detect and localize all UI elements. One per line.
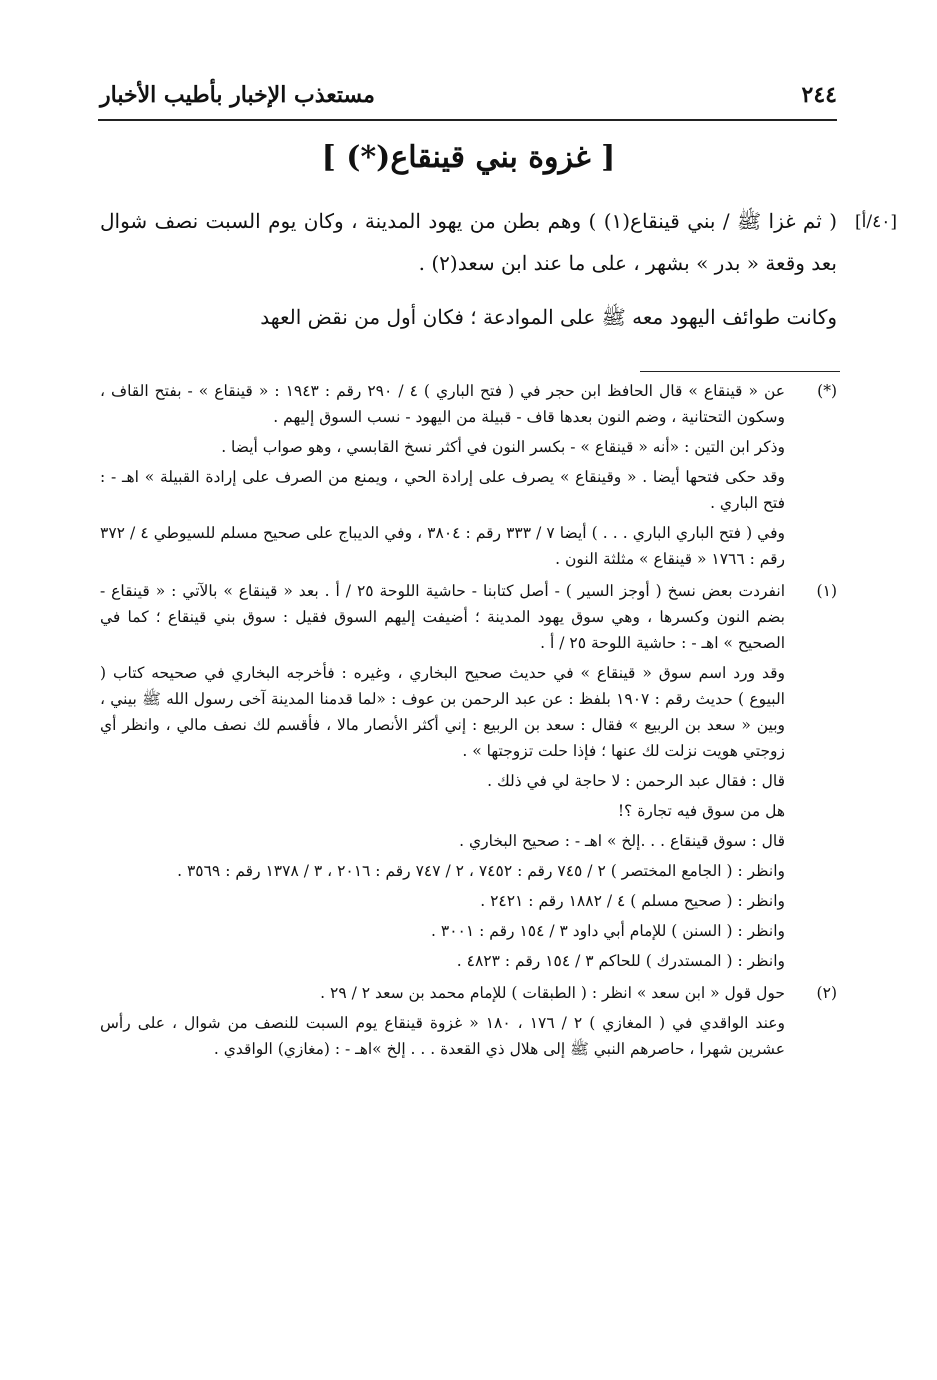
page-header <box>100 78 837 116</box>
footnote-line: وعند الواقدي في ( المغازي ) ٢ / ١٧٦ ، ١٨٠ « غزوة قينقاع يوم السبت للنصف من شوال ، على رأس عشرين شهرا ، حاصرهم النبي ﷺ إلى هلال ذي القعدة . . . إلخ »اهـ - : (مغازي) الواقدي . <box>100 1014 786 1058</box>
footnote-line: وذكر ابن التين : «أنه « قينقاع » - بكسر النون في أكثر نسخ القابسي ، وهو صواب أيضا . <box>221 438 785 456</box>
footnote-marker: (*) <box>817 382 837 400</box>
footnotes <box>100 378 837 1068</box>
footnote-marker: (٢) <box>816 984 837 1002</box>
footnote-line: قال : سوق قينقاع . . .إلخ » اهـ - : صحيح البخاري . <box>459 832 785 850</box>
main-paragraph-1: ( ثم غزا ﷺ / بني قينقاع(١) ) وهم بطن من يهود المدينة ، وكان يوم السبت نصف شوال بعد وقعة « بدر » بشهر ، على ما عند ابن سعد(٢) . <box>100 209 837 275</box>
footnote-line: وقد حكى فتحها أيضا . « وقينقاع » يصرف على إرادة الحي ، ويمنع من الصرف على إرادة القبيلة » اهـ - : فتح الباري . <box>100 468 785 512</box>
footnote-line: وانظر : ( صحيح مسلم ) ٤ / ١٨٨٢ رقم : ٢٤٢١ . <box>480 892 785 910</box>
footnote-line: حول قول « ابن سعد » انظر : ( الطبقات ) للإمام محمد بن سعد ٢ / ٢٩ . <box>320 984 785 1002</box>
footnote-separator <box>640 371 840 372</box>
footnote-line: وفي ( فتح الباري الباري . . . ) أيضا ٧ / ٣٣٣ رقم : ٣٨٠٤ ، وفي الديباج على صحيح مسلم للسيوطي ٤ / ٣٧٢ رقم : ١٧٦٦ « قينقاع » مثلثة النون . <box>100 524 785 568</box>
footnote-2 <box>100 980 837 1062</box>
footnote-line: عن « قينقاع » قال الحافظ ابن حجر في ( فتح الباري ) ٤ / ٢٩٠ رقم : ١٩٤٣ : « قينقاع » - بفتح القاف ، وسكون التحتانية ، وضم النون بعدها قاف - قبيلة من اليهود - نسب السوق إليهم . <box>100 382 786 426</box>
footnote-1 <box>100 578 837 974</box>
header-rule <box>98 119 837 121</box>
footnote-line: وقد ورد اسم سوق « قينقاع » في حديث صحيح البخاري ، وغيره : فأخرجه البخاري في صحيحه كتاب ( البيوع ) حديث رقم : ١٩٠٧ بلفظ : عن عبد الرحمن بن عوف : «لما قدمنا المدينة آخى رسول الله ﷺ بيني ، وبين « سعد بن الربيع » فقال : سعد بن الربيع : إني أكثر الأنصار مالا ، فأقسم لك نصف مالي ، وانظر أي زوجتي هويت نزلت لك عنها ؛ فإذا حلت تزوجتها » . <box>100 664 785 760</box>
footnote-line: وانظر : ( الجامع المختصر ) ٢ / ٧٤٥ رقم : ٧٤٥٢ ، ٢ / ٧٤٧ رقم : ٢٠١٦ ، ٣ / ١٣٧٨ رقم : ٣٥٦٩ . <box>177 862 785 880</box>
chapter-title: [ غزوة بني قينقاع(*) ] <box>321 140 616 175</box>
main-text <box>100 200 837 338</box>
manuscript-folio-marker: [٤٠/أ] <box>855 212 897 232</box>
footnote-line: هل من سوق فيه تجارة ؟! <box>617 802 785 820</box>
main-paragraph-2: وكانت طوائف اليهود معه ﷺ على الموادعة ؛ فكان أول من نقض العهد <box>260 305 837 329</box>
footnote-line: وانظر : ( السنن ) للإمام أبي داود ٣ / ١٥٤ رقم : ٣٠٠١ . <box>431 922 785 940</box>
page-number: ٢٤٤ <box>801 82 837 108</box>
footnote-marker: (١) <box>816 582 837 600</box>
footnote-star <box>100 378 837 572</box>
footnote-line: انفردت بعض نسخ ( أوجز السير ) - أصل كتابنا - حاشية اللوحة ٢٥ / أ . بعد « قينقاع » بالآتي : « قينقاع - بضم النون وكسرها ، وهي سوق يهود المدينة ؛ أضيفت إليهم السوق فقيل : سوق بني قينقاع ؛ كما في الصحيح » اهـ - : حاشية اللوحة ٢٥ / أ . <box>100 582 785 652</box>
running-title: مستعذب الإخبار بأطيب الأخبار <box>100 82 375 108</box>
footnote-line: وانظر : ( المستدرك ) للحاكم ٣ / ١٥٤ رقم : ٤٨٢٣ . <box>456 952 785 970</box>
footnote-line: قال : فقال عبد الرحمن : لا حاجة لي في ذلك . <box>487 772 785 790</box>
